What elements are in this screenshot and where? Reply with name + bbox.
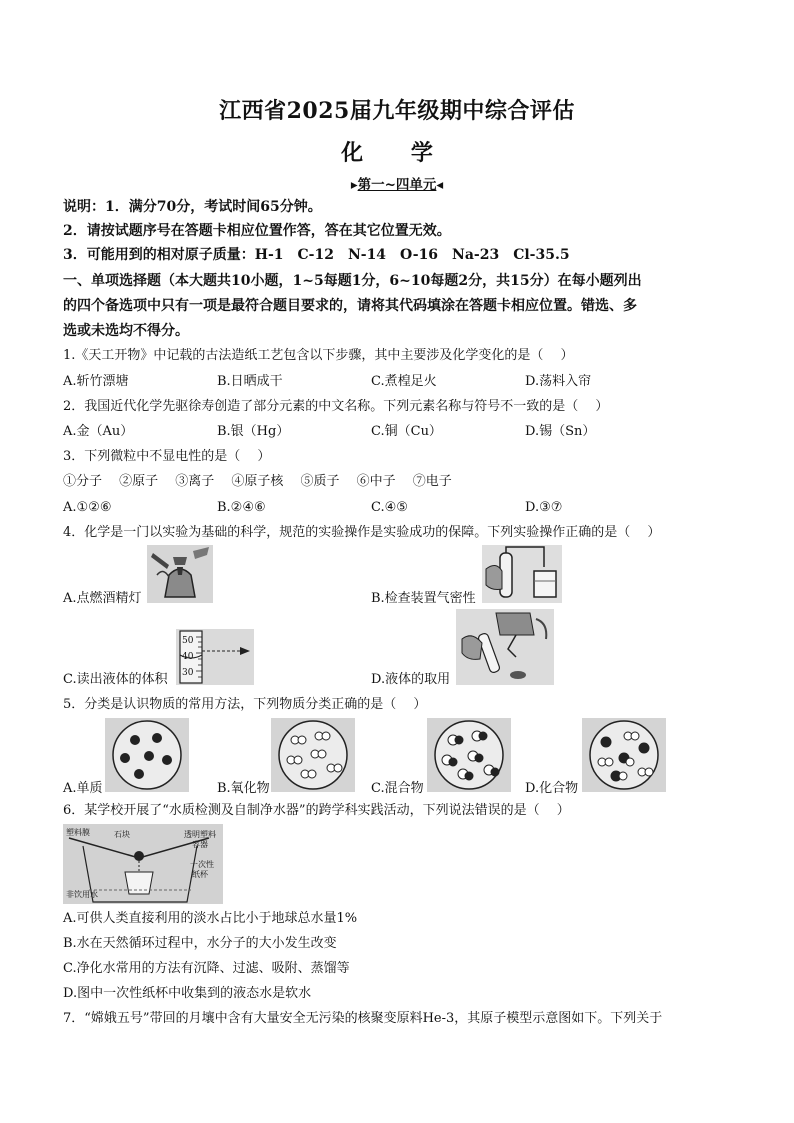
q4-option-c: C.读出液体的体积 bbox=[63, 672, 168, 687]
airtightness-check-figure bbox=[482, 545, 562, 603]
q4-stem: 4．化学是一门以实验为基础的科学，规范的实验操作是实验成功的保障。下列实验操作正确的是（ ） bbox=[63, 525, 661, 540]
oxide-particles-figure bbox=[271, 718, 355, 792]
compound-particles-figure bbox=[582, 718, 666, 792]
q6-option-a: A.可供人类直接利用的淡水占比小于地球总水量1% bbox=[63, 911, 358, 926]
label-stone: 石块 bbox=[114, 830, 130, 839]
q2-stem: 2．我国近代化学先驱徐寿创造了部分元素的中文名称。下列元素名称与符号不一致的是（ ） bbox=[63, 399, 609, 414]
note-3: 3．可能用到的相对原子质量：H-1 C-12 N-14 O-16 Na-23 Cl-35.5 bbox=[63, 247, 570, 263]
subject-title: 化 学 bbox=[341, 140, 453, 166]
q5-option-b: B.氧化物 bbox=[217, 781, 270, 796]
q4-option-d: D.液体的取用 bbox=[371, 672, 451, 687]
unit-range: ▸第一~四单元◂ bbox=[350, 177, 444, 193]
unit-label: 第一~四单元 bbox=[357, 177, 437, 193]
q3-option-b: B.②④⑥ bbox=[217, 500, 266, 515]
section1-line-2: 的四个备选项中只有一项是最符合题目要求的，请将其代码填涂在答题卡相应位置。错选、多 bbox=[63, 298, 637, 314]
q5-option-a: A.单质 bbox=[63, 781, 103, 796]
note-1: 说明：1．满分70分，考试时间65分钟。 bbox=[63, 199, 322, 215]
q4-option-b: B.检查装置气密性 bbox=[371, 591, 476, 606]
mixture-particles-figure bbox=[427, 718, 511, 792]
scale-label-30: 30 bbox=[182, 668, 194, 678]
q5-option-c: C.混合物 bbox=[371, 781, 424, 796]
section1-line-1: 一、单项选择题（本大题共10小题，1~5每题1分，6~10每题2分，共15分）在每小题列出 bbox=[63, 273, 642, 289]
exam-title: 江西省2025届九年级期中综合评估 bbox=[219, 98, 575, 124]
alcohol-lamp-figure bbox=[147, 545, 213, 603]
scale-label-40: 40 bbox=[182, 652, 194, 662]
label-disposable: 一次性 bbox=[190, 860, 214, 869]
q2-option-d: D.锡（Sn） bbox=[525, 424, 596, 439]
note-2: 2．请按试题序号在答题卡相应位置作答，答在其它位置无效。 bbox=[63, 223, 451, 239]
q2-option-a: A.金（Au） bbox=[63, 424, 134, 439]
q7-stem: 7．“嫦娥五号”带回的月壤中含有大量安全无污染的核聚变原料He-3，其原子模型示意图如下。下列关于 bbox=[63, 1011, 663, 1026]
element-particles-figure bbox=[105, 718, 189, 792]
q5-stem: 5．分类是认识物质的常用方法，下列物质分类正确的是（ ） bbox=[63, 697, 427, 712]
label-paper-cup: 纸杯 bbox=[192, 870, 208, 879]
label-plastic-film: 塑料膜 bbox=[66, 828, 90, 837]
q6-option-b: B.水在天然循环过程中，水分子的大小发生改变 bbox=[63, 936, 337, 951]
q6-option-c: C.净化水常用的方法有沉降、过滤、吸附、蒸馏等 bbox=[63, 961, 350, 976]
q1-option-d: D.荡料入帘 bbox=[525, 374, 592, 389]
q3-stem: 3．下列微粒中不显电性的是（ ） bbox=[63, 449, 271, 464]
q6-option-d: D.图中一次性纸杯中收集到的液态水是软水 bbox=[63, 986, 312, 1001]
q3-option-d: D.③⑦ bbox=[525, 500, 563, 515]
q2-option-c: C.铜（Cu） bbox=[371, 424, 442, 439]
q1-option-c: C.煮楻足火 bbox=[371, 374, 437, 389]
q1-option-a: A.斩竹漂塘 bbox=[63, 374, 129, 389]
q1-option-b: B.日晒成干 bbox=[217, 374, 283, 389]
q4-option-a: A.点燃酒精灯 bbox=[63, 591, 142, 606]
q6-stem: 6．某学校开展了“水质检测及自制净水器”的跨学科实践活动，下列说法错误的是（ ） bbox=[63, 803, 570, 818]
label-container: 容器 bbox=[192, 840, 208, 849]
q1-stem: 1.《天工开物》中记载的古法造纸工艺包含以下步骤，其中主要涉及化学变化的是（ ） bbox=[63, 348, 574, 363]
q3-option-c: C.④⑤ bbox=[371, 500, 408, 515]
liquid-pouring-figure bbox=[456, 609, 554, 685]
q2-option-b: B.银（Hg） bbox=[217, 424, 290, 439]
label-transparent-plastic: 透明塑料 bbox=[184, 830, 216, 839]
q3-option-a: A.①②⑥ bbox=[63, 500, 112, 515]
q5-option-d: D.化合物 bbox=[525, 781, 579, 796]
scale-label-50: 50 bbox=[182, 636, 194, 646]
q3-items: ①分子 ②原子 ③离子 ④原子核 ⑤质子 ⑥中子 ⑦电子 bbox=[63, 474, 452, 489]
label-non-drinking-water: 非饮用水 bbox=[66, 890, 98, 899]
section1-line-3: 选或未选均不得分。 bbox=[63, 323, 189, 339]
